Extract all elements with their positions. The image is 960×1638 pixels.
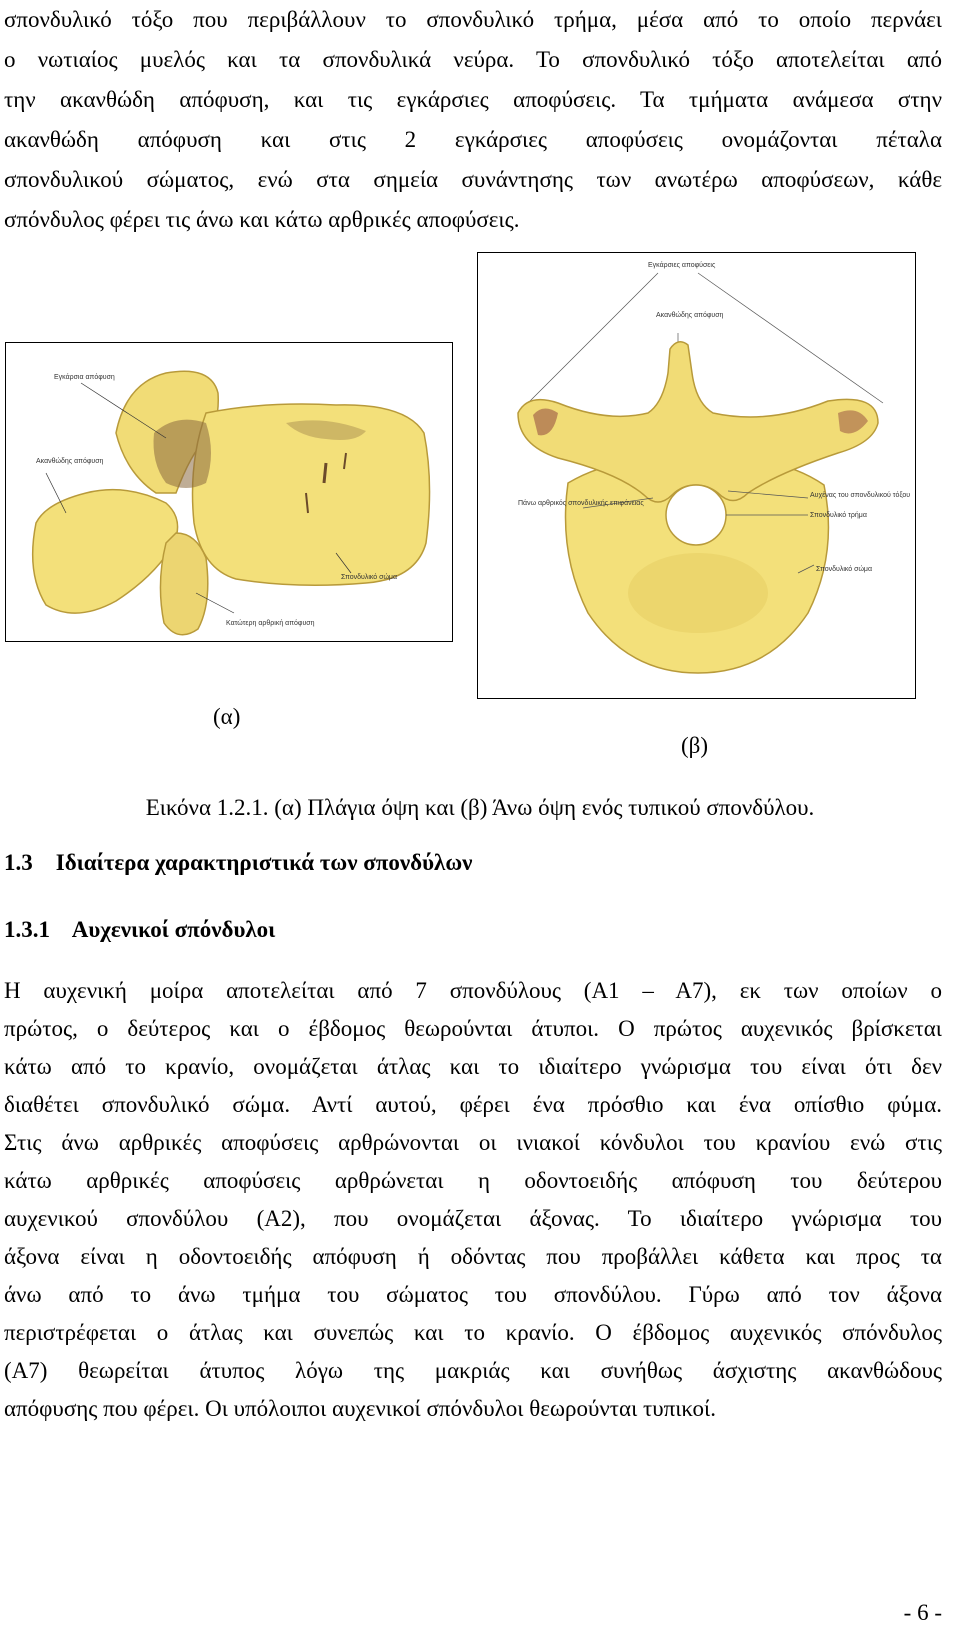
label-vertebral-body: Σπονδυλικό σώμα [341,574,398,581]
intro-line: σπόνδυλος φέρει τις άνω και κάτω αρθρικές αποφύσεις. [4,207,520,232]
body-line: άξονα είναι η οδοντοειδής απόφυση ή οδόντας που προβάλλει κάθετα και προς τα [4,1244,942,1269]
label-inferior-articular: Κατώτερη αρθρική απόφυση [226,620,315,627]
body-line: (Α7) θεωρείται άτυπος λόγω της μακριάς και συνήθως άσχιστης ακανθώδους [4,1358,942,1383]
figure-b-label: (β) [681,733,709,758]
figure-b-superior-vertebra [477,252,916,699]
body-line: κάτω από το κρανίο, ονομάζεται άτλας και το ιδιαίτερο γνώρισμα του είναι ότι δεν [4,1054,942,1079]
body-line: Η αυχενική μοίρα αποτελείται από 7 σπονδύλους (Α1 – Α7), εκ των οποίων ο [4,978,942,1003]
body-line: Στις άνω αρθρικές αποφύσεις αρθρώνονται οι ινιακοί κόνδυλοι του κρανίου ενώ στις [4,1130,942,1155]
section-heading: 1.3 Ιδιαίτερα χαρακτηριστικά των σπονδύλων [4,850,473,875]
body-line: άνω από το άνω τμήμα του σώματος του σπονδύλου. Γύρω από τον άξονα [4,1282,942,1307]
figure-caption: Εικόνα 1.2.1. (α) Πλάγια όψη και (β) Άνω όψη ενός τυπικού σπονδύλου. [145,795,815,820]
body-line: κάτω αρθρικές αποφύσεις αρθρώνεται η οδοντοειδής απόφυση του δεύτερου [4,1168,942,1193]
body-line: πρώτος, ο δεύτερος και ο έβδομος θεωρούνται άτυποι. Ο πρώτος αυχενικός βρίσκεται [4,1016,942,1041]
label-superior-articular: Πάνω αρθρικός σπονδυλικής επιφάνειας [518,500,644,507]
intro-line: ακανθώδη απόφυση και στις 2 εγκάρσιες αποφύσεις ονομάζονται πέταλα [4,127,942,152]
intro-paragraph [4,0,942,240]
figure-a-label: (α) [213,704,241,729]
vertebra-lateral-illustration [6,343,452,641]
label-transverse-processes: Εγκάρσιες αποφύσεις [648,262,716,269]
body-line: διαθέτει σπονδυλικό σώμα. Αντί αυτού, φέρει ένα πρόσθιο και ένα οπίσθιο φύμα. [4,1092,942,1117]
body-line: περιστρέφεται ο άτλας και συνεπώς και το κρανίο. Ο έβδομος αυχενικός σπόνδυλος [4,1320,942,1345]
intro-line: ο νωτιαίος μυελός και τα σπονδυλικά νεύρα. Το σπονδυλικό τόξο αποτελείται από [4,47,942,72]
body-line: αυχενικού σπονδύλου (Α2), που ονομάζεται άξονας. Το ιδιαίτερο γνώρισμα του [4,1206,942,1231]
body-paragraph [4,972,942,1428]
label-spinous-process-b: Ακανθώδης απόφυση [656,312,724,319]
intro-line: σπονδυλικό τόξο που περιβάλλουν το σπονδυλικό τρήμα, μέσα από το οποίο περνάει [4,7,942,32]
label-vertebral-body-b: Σπονδυλικό σώμα [816,566,873,573]
subsection-heading: 1.3.1 Αυχενικοί σπόνδυλοι [4,917,276,942]
label-spinous-process: Ακανθώδης απόφυση [36,458,104,465]
figure-a-lateral-vertebra [5,342,453,642]
intro-line: την ακανθώδη απόφυση, και τις εγκάρσιες αποφύσεις. Τα τμήματα ανάμεσα στην [4,87,942,112]
page-number: - 6 - [903,1600,942,1625]
intro-line: σπονδυλικού σώματος, ενώ στα σημεία συνάντησης των ανωτέρω αποφύσεων, κάθε [4,167,942,192]
vertebra-superior-illustration [478,253,915,698]
label-transverse-process: Εγκάρσια απόφυση [54,374,115,381]
label-arch-neck: Αυχένας του σπονδυλικού τόξου [810,492,911,499]
label-vertebral-foramen: Σπονδυλικό τρήμα [810,512,867,519]
body-line: απόφυσης που φέρει. Οι υπόλοιποι αυχενικοί σπόνδυλοι θεωρούνται τυπικοί. [4,1396,716,1421]
